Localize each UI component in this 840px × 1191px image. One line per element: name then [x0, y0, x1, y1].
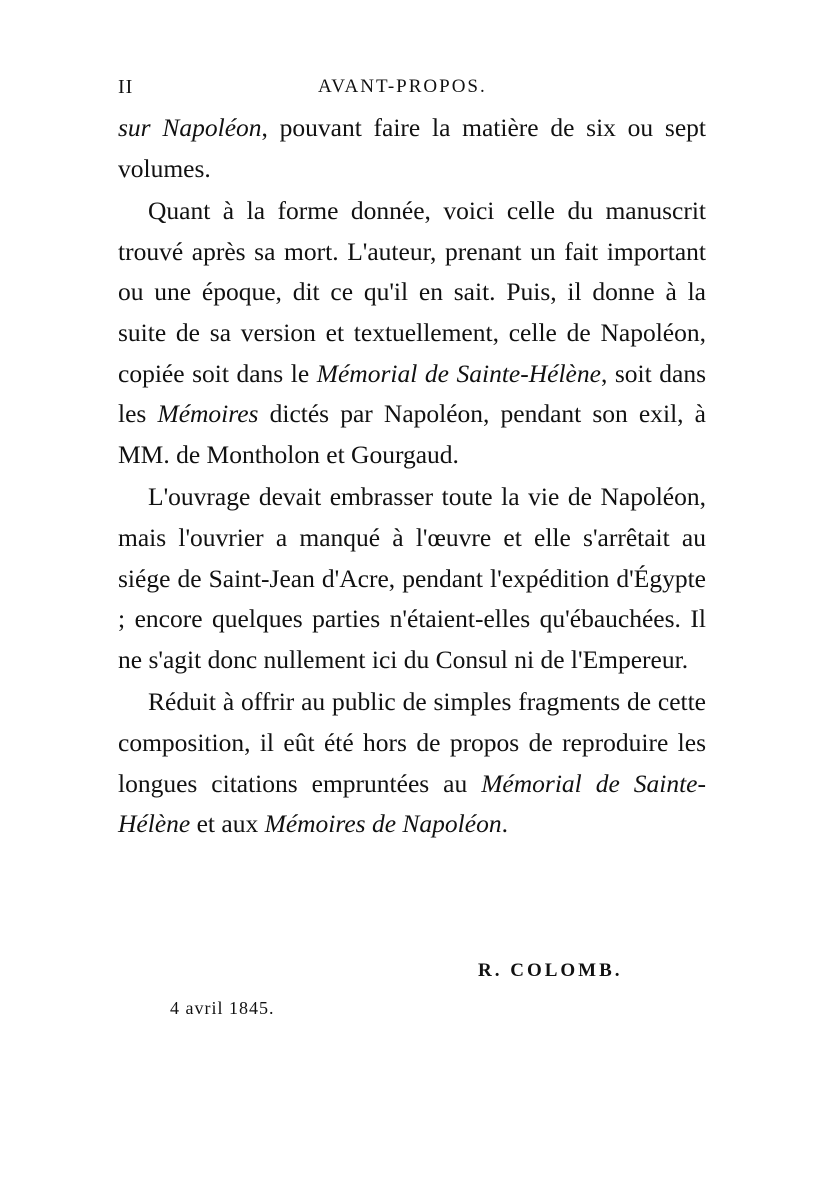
body-text: [118, 108, 706, 845]
running-head: AVANT-PROPOS.: [318, 76, 487, 97]
italic-title: Mémorial de Sainte-Hélène: [316, 358, 601, 388]
italic-title: Mémoires: [157, 399, 259, 429]
italic-title: Mémorial de Sainte-Hélène: [118, 768, 706, 839]
paragraph-1: [118, 108, 706, 189]
italic-title: sur Napoléon: [118, 113, 262, 142]
text-span: et aux: [190, 809, 265, 839]
text-span: , soit dans les: [118, 358, 707, 429]
paragraph-3: [118, 477, 706, 680]
text-span: Réduit à offrir au public de simples fragments de cette composition, il eût été hors de propos de reproduire les longues citations empruntées au: [118, 687, 706, 798]
text-span: , pouvant faire la matière de six ou sept volumes.: [118, 113, 706, 183]
page-number: II: [118, 76, 134, 98]
text-span: dictés par Napoléon, pendant son exil, à MM. de Montholon et Gourgaud.: [118, 399, 706, 469]
author-signature: R. COLOMB.: [478, 960, 623, 981]
text-span: Quant à la forme donnée, voici celle du manuscrit trouvé après sa mort. L'auteur, prenant un fait important ou une époque, dit ce qu'il en sait. Puis, il donne à la suite de sa version et textuellement, celle de Napoléon, copiée soit dans le: [118, 196, 706, 388]
text-span: L'ouvrage devait embrasser toute la vie de Napoléon, mais l'ouvrier a manqué à l'œuvre et elle s'arrêtait au siége de Saint-Jean d'Acre, pendant l'expédition d'Égypte ; encore quelques parties n'étaient-elles qu'ébauchées. Il ne s'agit donc nullement ici du Consul ni de l'Empereur.: [118, 482, 706, 674]
date-line: 4 avril 1845.: [170, 998, 275, 1018]
text-span: .: [501, 809, 508, 839]
paragraph-2: [118, 191, 706, 475]
italic-title: Mémoires de Napoléon: [264, 809, 502, 839]
paragraph-4: [118, 682, 706, 844]
